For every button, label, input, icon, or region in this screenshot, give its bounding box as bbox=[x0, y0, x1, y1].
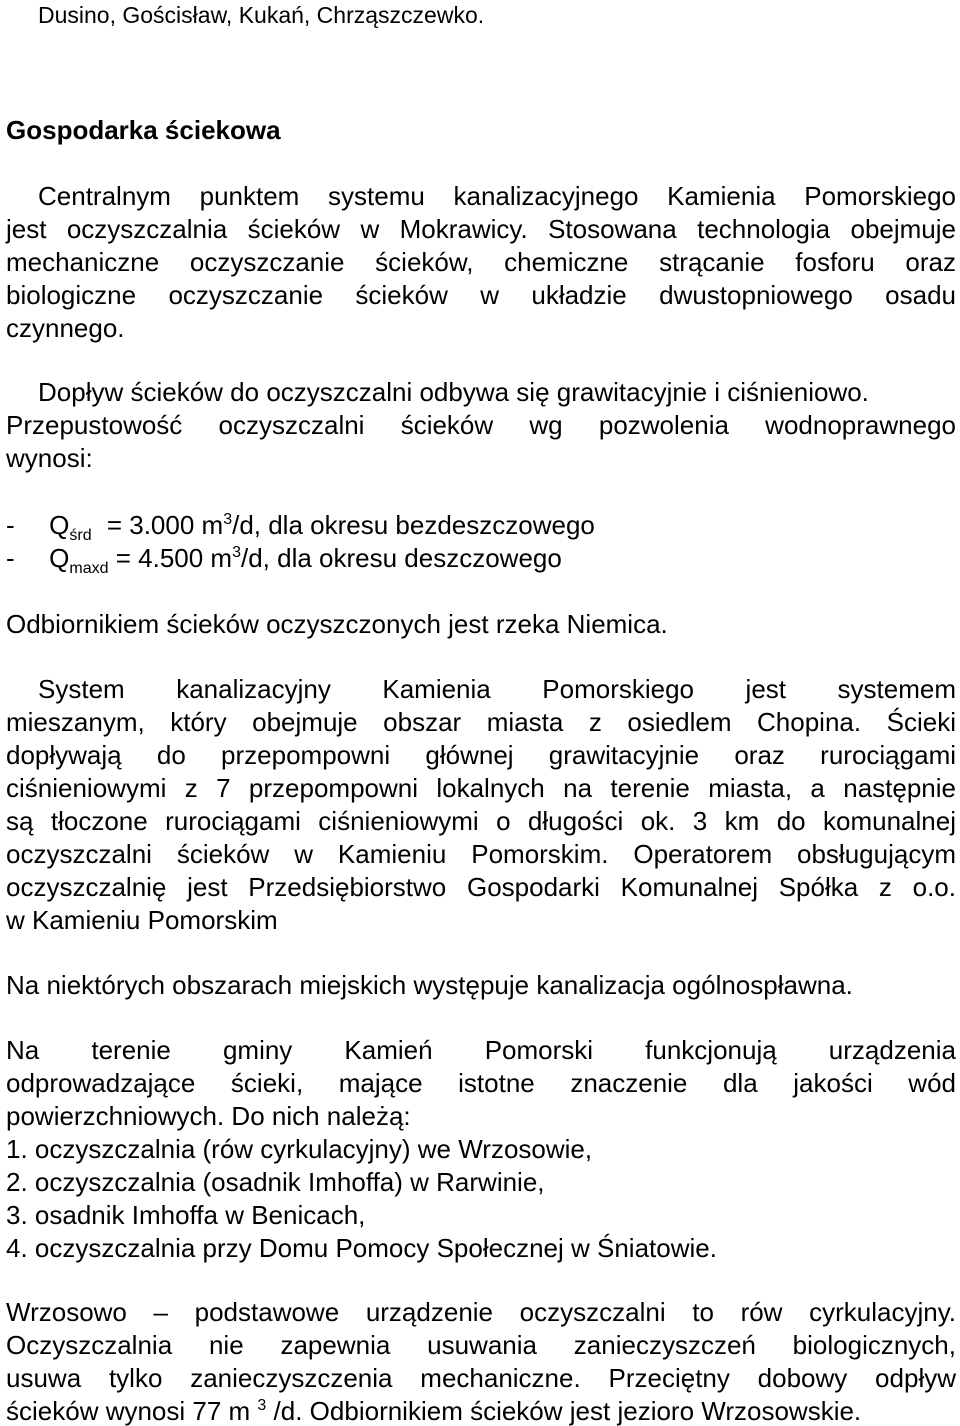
para1-line-1: Centralnym punktem systemu kanalizacyjnego Kamienia Pomorskiego bbox=[38, 181, 956, 211]
receiver-line: Odbiornikiem ścieków oczyszczonych jest rzeka Niemica. bbox=[6, 609, 668, 639]
para3-line-5: są tłoczone rurociągami ciśnieniowymi o długości ok. 3 km do komunalnej bbox=[6, 806, 956, 836]
para5-line-1: Wrzosowo – podstawowe urządzenie oczyszczalni to rów cyrkulacyjny. bbox=[6, 1297, 956, 1327]
para2-line-2: Przepustowość oczyszczalni ścieków wg pozwolenia wodnoprawnego bbox=[6, 410, 956, 440]
last-line-before: ścieków wynosi 77 m bbox=[6, 1396, 258, 1426]
para1-line-3: mechaniczne oczyszczanie ścieków, chemiczne strącanie fosforu oraz bbox=[6, 247, 956, 277]
last-line-exponent: 3 bbox=[257, 1397, 267, 1414]
para1-line-5: czynnego. bbox=[6, 313, 125, 343]
list-item: 3. osadnik Imhoffa w Benicach, bbox=[6, 1200, 366, 1230]
para3-line-8: w Kamieniu Pomorskim bbox=[6, 905, 278, 935]
flow-symbol: Q bbox=[49, 510, 70, 540]
flow-row-max bbox=[6, 543, 562, 577]
flow-value: = 3.000 m bbox=[99, 510, 224, 540]
flow-subscript: śrd bbox=[69, 527, 92, 544]
para4-line-2: odprowadzające ścieki, mające istotne znaczenie dla jakości wód bbox=[6, 1068, 956, 1098]
para2-line-1: Dopływ ścieków do oczyszczalni odbywa się grawitacyjnie i ciśnieniowo. bbox=[38, 377, 869, 407]
para3-line-4: ciśnieniowymi z 7 przepompowni lokalnych na terenie miasta, a następnie bbox=[6, 773, 956, 803]
flow-dash: - bbox=[6, 543, 15, 573]
para3-line-6: oczyszczalni ścieków w Kamieniu Pomorskim. Operatorem obsługującym bbox=[6, 839, 956, 869]
list-item: 1. oczyszczalnia (rów cyrkulacyjny) we Wrzosowie, bbox=[6, 1134, 593, 1164]
top-line: Dusino, Gościsław, Kukań, Chrząszczewko. bbox=[38, 2, 485, 28]
flow-description: /d, dla okresu deszczowego bbox=[240, 543, 562, 573]
para1-line-2: jest oczyszczalnia ścieków w Mokrawicy. Stosowana technologia obejmuje bbox=[6, 214, 956, 244]
flow-value: = 4.500 m bbox=[108, 543, 233, 573]
para5-line-2: Oczyszczalnia nie zapewnia usuwania zanieczyszczeń biologicznych, bbox=[6, 1330, 956, 1360]
combined-sewer-line: Na niektórych obszarach miejskich występuje kanalizacja ogólnospławna. bbox=[6, 970, 853, 1000]
flow-dash: - bbox=[6, 510, 15, 540]
flow-symbol: Q bbox=[49, 543, 70, 573]
flow-subscript: maxd bbox=[69, 560, 109, 577]
flow-unit-exponent: 3 bbox=[232, 544, 241, 561]
para5-line-3: usuwa tylko zanieczyszczenia mechaniczne. Przeciętny dobowy odpływ bbox=[6, 1363, 956, 1393]
para3-line-3: dopływają do przepompowni głównej grawitacyjnie oraz rurociągami bbox=[6, 740, 956, 770]
para3-line-2: mieszanym, który obejmuje obszar miasta z osiedlem Chopina. Ścieki bbox=[6, 707, 956, 737]
para4-line-1: Na terenie gminy Kamień Pomorski funkcjonują urządzenia bbox=[6, 1035, 956, 1065]
para2-line-3: wynosi: bbox=[6, 443, 93, 473]
section-heading: Gospodarka ściekowa bbox=[6, 115, 281, 145]
list-item: 2. oczyszczalnia (osadnik Imhoffa) w Rarwinie, bbox=[6, 1167, 545, 1197]
last-line-after: /d. Odbiornikiem ścieków jest jezioro Wrzosowskie. bbox=[266, 1396, 862, 1426]
para3-line-1: System kanalizacyjny Kamienia Pomorskiego jest systemem bbox=[38, 674, 956, 704]
para3-line-7: oczyszczalnię jest Przedsiębiorstwo Gospodarki Komunalnej Spółka z o.o. bbox=[6, 872, 956, 902]
flow-unit-exponent: 3 bbox=[223, 511, 233, 528]
list-item: 4. oczyszczalnia przy Domu Pomocy Społecznej w Śniatowie. bbox=[6, 1233, 717, 1263]
para4-line-3: powierzchniowych. Do nich należą: bbox=[6, 1101, 411, 1131]
para1-line-4: biologiczne oczyszczanie ścieków w układzie dwustopniowego osadu bbox=[6, 280, 956, 310]
flow-description: /d, dla okresu bezdeszczowego bbox=[232, 510, 595, 540]
para5-line-4 bbox=[6, 1398, 861, 1424]
flow-row-average bbox=[6, 510, 595, 544]
